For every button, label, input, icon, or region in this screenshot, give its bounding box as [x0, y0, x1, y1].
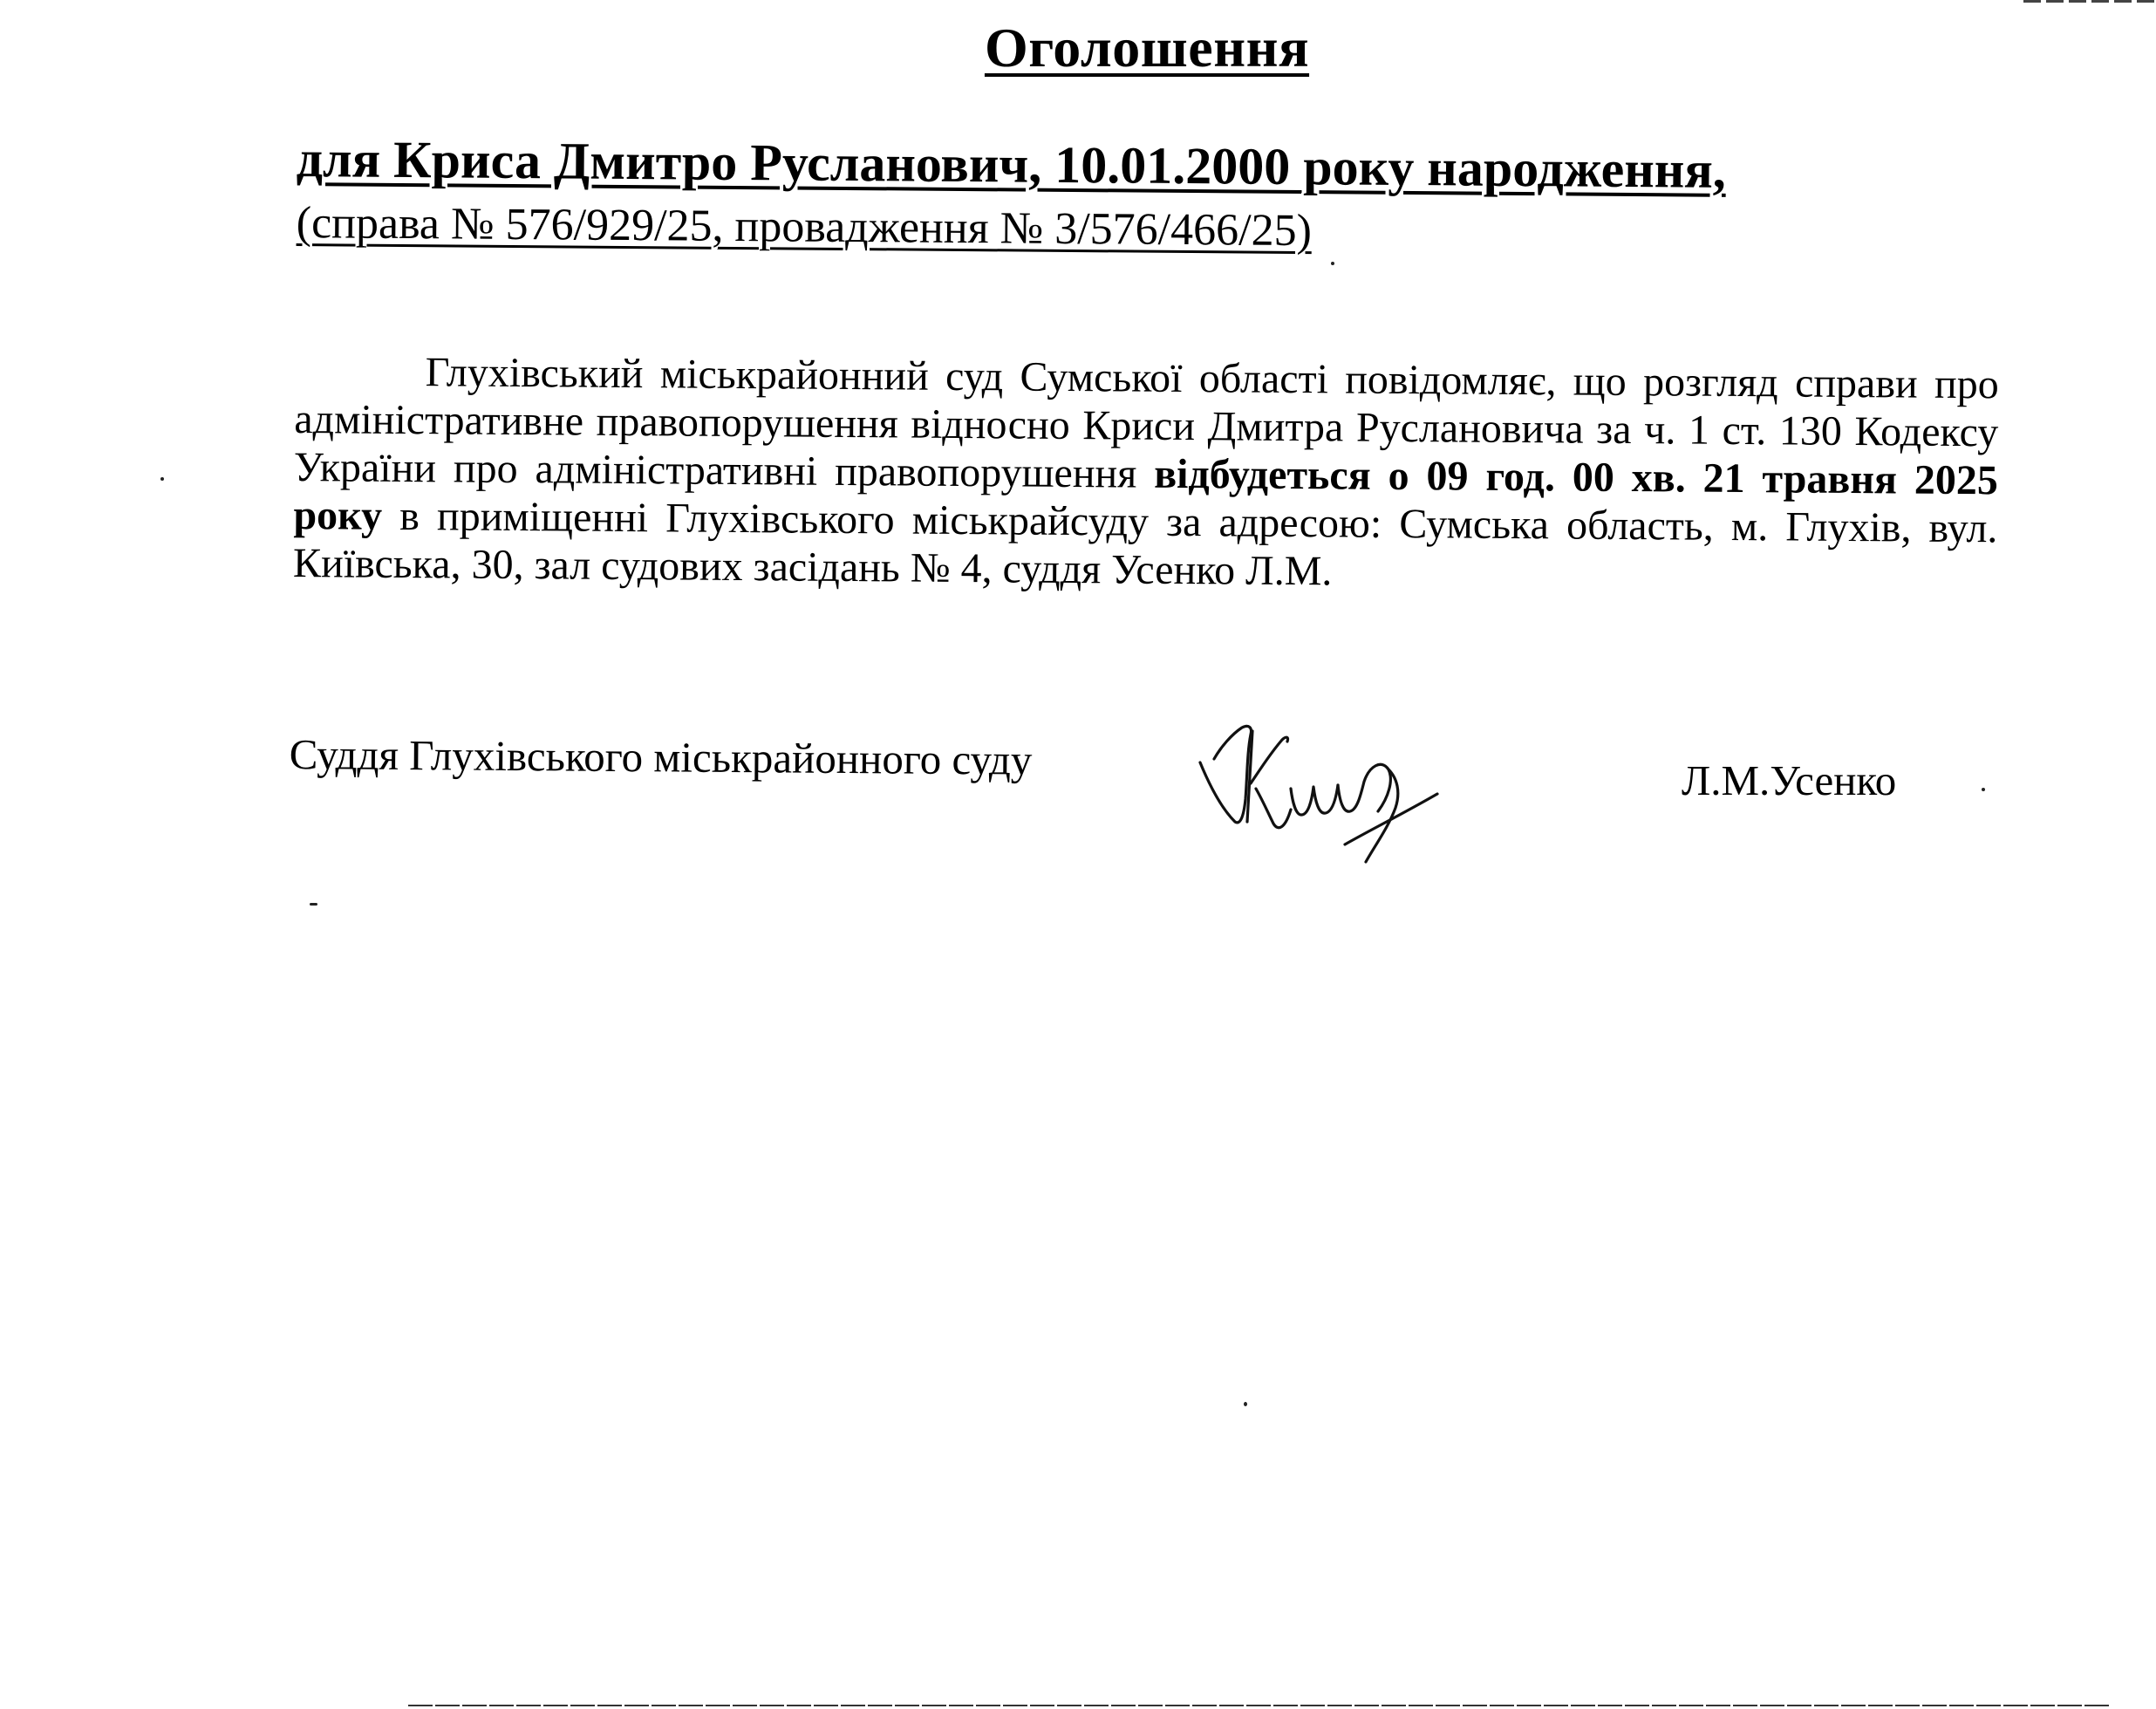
- scan-edge-mark: [2023, 0, 2156, 3]
- document-title: Оголошення: [984, 17, 1310, 79]
- case-reference: (справа № 576/929/25, провадження № 3/576/466/25): [296, 197, 1313, 256]
- scan-speck: [310, 903, 317, 906]
- signatory-position: Суддя Глухівського міськрайонного суду: [289, 729, 1033, 784]
- addressee-line: для Криса Дмитро Русланович, 10.01.2000 року народження,: [296, 129, 1727, 199]
- signatory-name: Л.М.Усенко: [1682, 756, 1897, 804]
- handwritten-signature: [1195, 705, 1491, 879]
- body-text-part1: Глухівський міськрайонний суд Сумської області повідомляє, що розгляд справи про адміністративне правопорушення відносно Криси Дмитра Руслановича за ч. 1 ст. 130 Кодексу України про адміністративні правопорушення: [293, 349, 1999, 497]
- bottom-scan-line: [408, 1705, 2109, 1706]
- body-text-part2: в приміщенні Глухівського міськрайсуду за адресою: Сумська область, м. Глухів, вул. Київська, 30, зал судових засідань № 4, суддя Усенко Л.М.: [292, 492, 1998, 595]
- announcement-body: [293, 347, 1999, 600]
- scan-speck: [160, 477, 164, 481]
- hearing-datetime: відбудеться о 09 год. 00 хв. 21 травня 2025 року: [293, 450, 1999, 539]
- scan-speck: [1331, 262, 1334, 265]
- scan-speck: [1982, 788, 1985, 791]
- scan-speck: [1244, 1402, 1247, 1406]
